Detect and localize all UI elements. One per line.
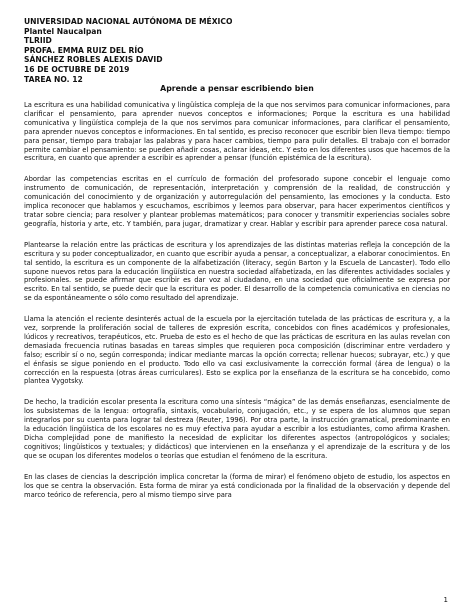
paragraph-4: Llama la atención el reciente desinterés actual de la escuela por la ejercitación tutelada de las prácticas de escritura y, a la vez, sorprende la proliferación social de talleres de expresión escrita, concebidos con fines académicos y profesionales, lúdicos y recreativos, terapéuticos, etc. Prueba de esto es el hecho de que las prácticas de escritura en las aulas revelan con demasiada frecuencia rutinas basadas en tareas simples que requieren poca composición (discriminar entre verdadero y falso; escribir sí o no, según corresponda; indicar mediante marcas la opción correcta; rellenar huecos; subrayar, etc.) y que el énfasis se sigue poniendo en el producto. Todo ello va casi exclusivamente la corrección formal (área de lengua) o la corrección en la respuesta (otras áreas curriculares). Esto se explica por la enseñanza de la escritura se ha concebido, como plantea Vygotsky. [24,315,450,386]
document-body [24,101,450,511]
paragraph-5: De hecho, la tradición escolar presenta la escritura como una síntesis “mágica” de las demás enseñanzas, esencialmente de los subsistemas de la lengua: ortografía, sintaxis, vocabulario, conjugación, etc., y se espera de los alumnos que sepan integrarlos por su cuenta para lograr tal destreza (Reuter, 1996). Por otra parte, la instrucción gramatical, predominante en la educación lingüística de los escolares no es muy efectiva para ayudar a escribir a los estudiantes, como afirma Krashen. Dicha complejidad pone de manifiesto la necesidad de explicitar los diferentes aspectos (antropológicos y sociales; cognitivos; lingüísticos y textuales; y didácticos) que intervienen en la enseñanza y el aprendizaje de la escritura y de los que se ocupan los diferentes modelos o teorías que estudian el fenómeno de la escritura. [24,398,450,460]
header-assignment: TAREA NO. 12 [24,74,83,84]
header-student: SÁNCHEZ ROBLES ALEXIS DAVID [24,55,163,65]
paragraph-6: En las clases de ciencias la descripción implica concretar la (forma de mirar) el fenómeno objeto de estudio, los aspectos en los que se centra la observación. Esta forma de mirar ya está condicionada por la finalidad de la observación y depende del marco teórico de referencia, pero al mismo tiempo sirve para [24,472,450,499]
page-number: 1 [443,596,448,604]
document-header [24,17,232,84]
header-university: UNIVERSIDAD NACIONAL AUTÓNOMA DE MÉXICO [24,17,233,26]
header-course: TLRIID [24,36,52,46]
paragraph-3: Plantearse la relación entre las prácticas de escritura y los aprendizajes de las distintas materias refleja la concepción de la escritura y su poder conceptualizador, en cuanto que escribir ayuda a pensar, a conceptualizar, a elaborar conocimientos. En tal sentido, la escritura es un componente de la alfabetización (literacy, según Barton y la Escuela de Lancaster). Todo ello supone nuevos retos para la educación lingüística en nuestra sociedad alfabetizada, en las diferentes actividades sociales y profesionales. se puede afirmar que escribir es dar voz al ciudadano, en una sociedad que oficialmente se expresa por escrito. En tal sentido, se puede decir que la escritura es poder. El desarrollo de la competencia comunicativa en ciencias no se da espontáneamente o sólo como resultado del aprendizaje. [24,240,450,303]
paragraph-1: La escritura es una habilidad comunicativa y lingüística compleja de la que nos servimos para comunicar informaciones, para clarificar el pensamiento, para aprender nuevos conceptos e informaciones; Porque la escritura es una habilidad comunicativa y lingüística compleja de la que nos servimos para comunicar informaciones, para clarificar el pensamiento, para aprender nuevos conceptos e informaciones. En tal sentido, es preciso reconocer que escribir bien lleva tiempo: tiempo para pensar, tiempo para trabajar las palabras y para hacer cambios, tiempo para pulir detalles. El trabajo con el borrador permite cambiar el pensamiento: se pueden añadir cosas, aclarar ideas, etc. Y esto en los diferentes usos que hacemos de la escritura, en cuanto que aprender a escribir es aprender a pensar (función epistémica de la escritura). [24,101,450,163]
header-teacher: PROFA. EMMA RUIZ DEL RÍO [24,45,144,55]
document-title: Aprende a pensar escribiendo bien [160,84,314,93]
header-campus: Plantel Naucalpan [24,26,102,36]
header-date: 16 DE OCTUBRE DE 2019 [24,64,130,74]
paragraph-2: Abordar las competencias escritas en el currículo de formación del profesorado supone concebir el lenguaje como instrumento de comunicación, de representación, interpretación y comprensión de la realidad, de construcción y comunicación del conocimiento y de organización y autorregulación del pensamiento, las emociones y la conducta. Esto implica reconocer que hablamos y escuchamos, escribimos y leemos para observar, para hacer experimentos científicos y tratar sobre ciencia; para resolver y plantear problemas matemáticos; para conocer y transmitir experiencias sociales sobre geografía, historia y arte, etc. Y también, para jugar, dramatizar y crear. Hablar y escribir para aprender parece cosa natural. [24,175,450,228]
